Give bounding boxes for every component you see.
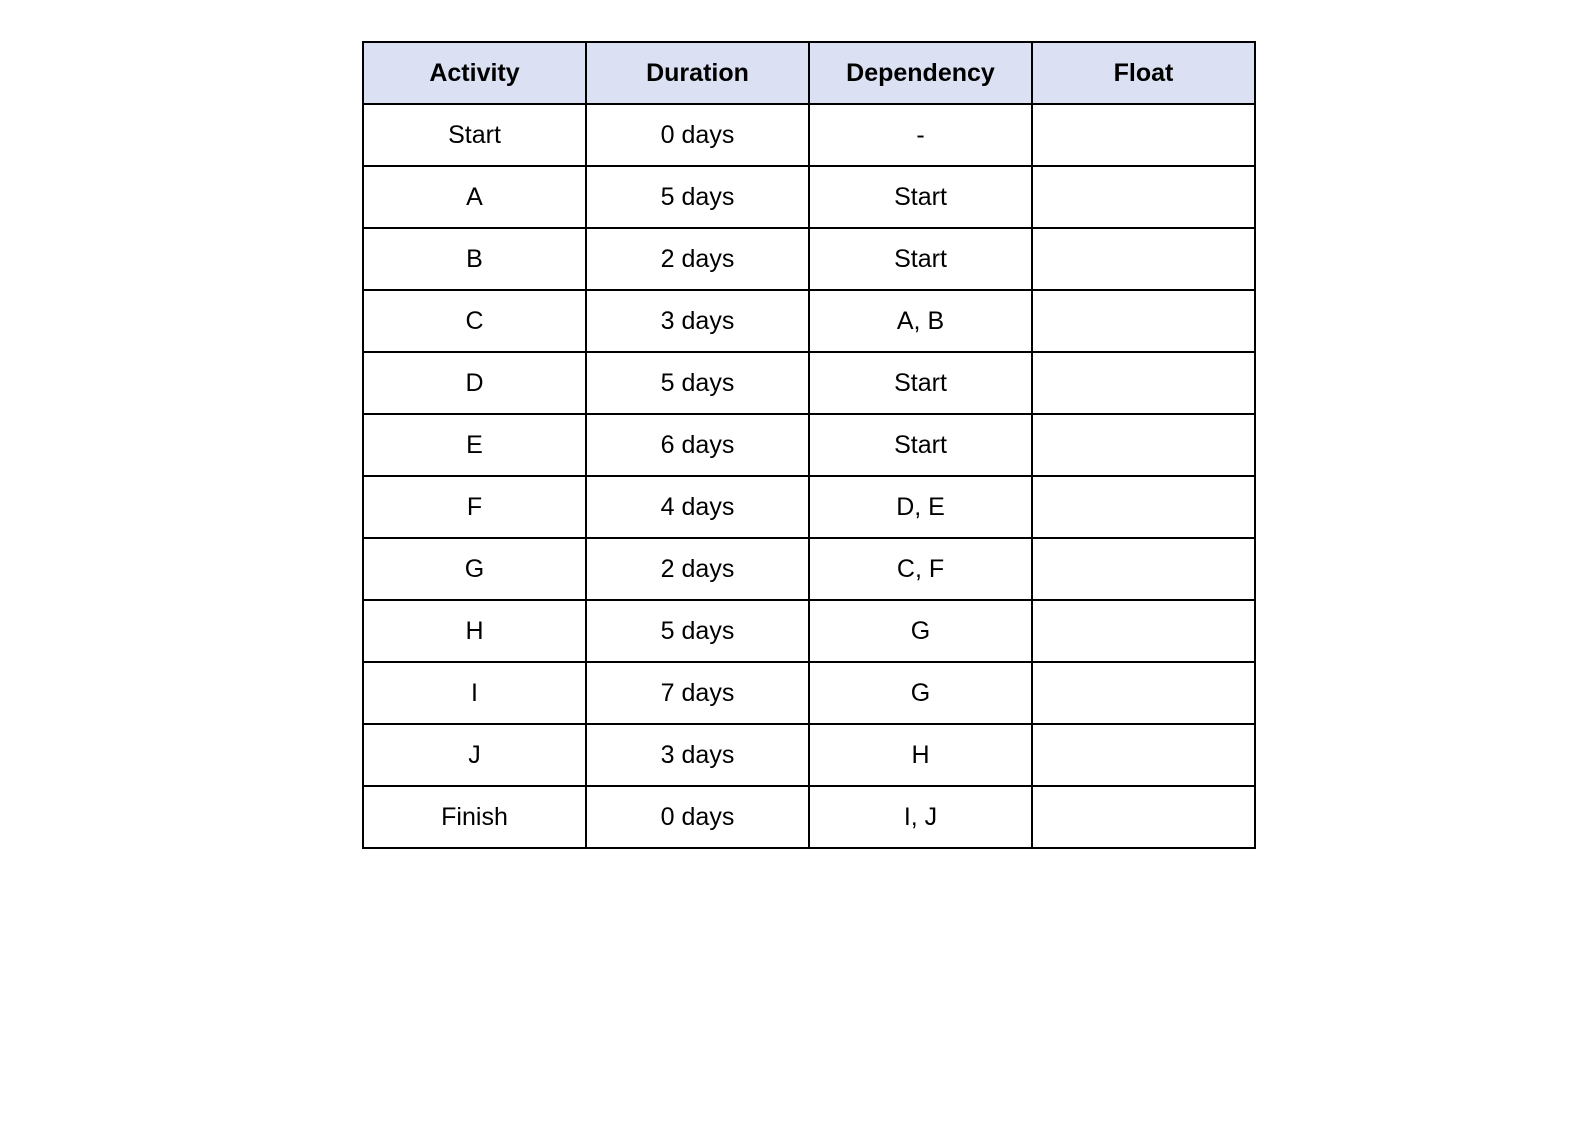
cell-duration: 6 days [586, 414, 809, 476]
cell-activity: B [363, 228, 586, 290]
cell-duration: 0 days [586, 786, 809, 848]
cell-duration: 3 days [586, 290, 809, 352]
cell-float[interactable] [1032, 724, 1255, 786]
cell-float[interactable] [1032, 290, 1255, 352]
header-float: Float [1032, 42, 1255, 104]
table-row [363, 662, 1255, 724]
cell-activity: H [363, 600, 586, 662]
cell-activity: G [363, 538, 586, 600]
cell-activity: F [363, 476, 586, 538]
table-row [363, 600, 1255, 662]
table-row [363, 290, 1255, 352]
cell-dependency: A, B [809, 290, 1032, 352]
cell-dependency: G [809, 662, 1032, 724]
cell-duration: 5 days [586, 352, 809, 414]
cell-float[interactable] [1032, 228, 1255, 290]
cell-activity: E [363, 414, 586, 476]
header-dependency: Dependency [809, 42, 1032, 104]
table-row [363, 352, 1255, 414]
cell-float[interactable] [1032, 104, 1255, 166]
table-row [363, 724, 1255, 786]
table-row [363, 414, 1255, 476]
cell-duration: 3 days [586, 724, 809, 786]
table-body [363, 104, 1255, 848]
table-row [363, 786, 1255, 848]
cell-duration: 7 days [586, 662, 809, 724]
cell-duration: 5 days [586, 166, 809, 228]
cell-duration: 4 days [586, 476, 809, 538]
cell-dependency: Start [809, 414, 1032, 476]
header-activity: Activity [363, 42, 586, 104]
cell-activity: A [363, 166, 586, 228]
cell-float[interactable] [1032, 538, 1255, 600]
cell-dependency: D, E [809, 476, 1032, 538]
cell-float[interactable] [1032, 786, 1255, 848]
cell-duration: 0 days [586, 104, 809, 166]
cell-dependency: C, F [809, 538, 1032, 600]
cell-activity: I [363, 662, 586, 724]
activity-schedule-table [362, 41, 1256, 849]
table-row [363, 538, 1255, 600]
cell-dependency: G [809, 600, 1032, 662]
cell-dependency: H [809, 724, 1032, 786]
table-row [363, 476, 1255, 538]
cell-float[interactable] [1032, 166, 1255, 228]
cell-float[interactable] [1032, 414, 1255, 476]
cell-float[interactable] [1032, 352, 1255, 414]
table-header [363, 42, 1255, 104]
table-row [363, 166, 1255, 228]
cell-dependency: Start [809, 352, 1032, 414]
cell-activity: Start [363, 104, 586, 166]
cell-duration: 2 days [586, 538, 809, 600]
cell-duration: 2 days [586, 228, 809, 290]
table-row [363, 104, 1255, 166]
header-row [363, 42, 1255, 104]
cell-activity: C [363, 290, 586, 352]
cell-float[interactable] [1032, 662, 1255, 724]
cell-dependency: Start [809, 166, 1032, 228]
cell-dependency: I, J [809, 786, 1032, 848]
cell-activity: Finish [363, 786, 586, 848]
cell-float[interactable] [1032, 476, 1255, 538]
header-duration: Duration [586, 42, 809, 104]
cell-dependency: - [809, 104, 1032, 166]
cell-activity: J [363, 724, 586, 786]
cell-activity: D [363, 352, 586, 414]
table-row [363, 228, 1255, 290]
cell-duration: 5 days [586, 600, 809, 662]
cell-dependency: Start [809, 228, 1032, 290]
cell-float[interactable] [1032, 600, 1255, 662]
